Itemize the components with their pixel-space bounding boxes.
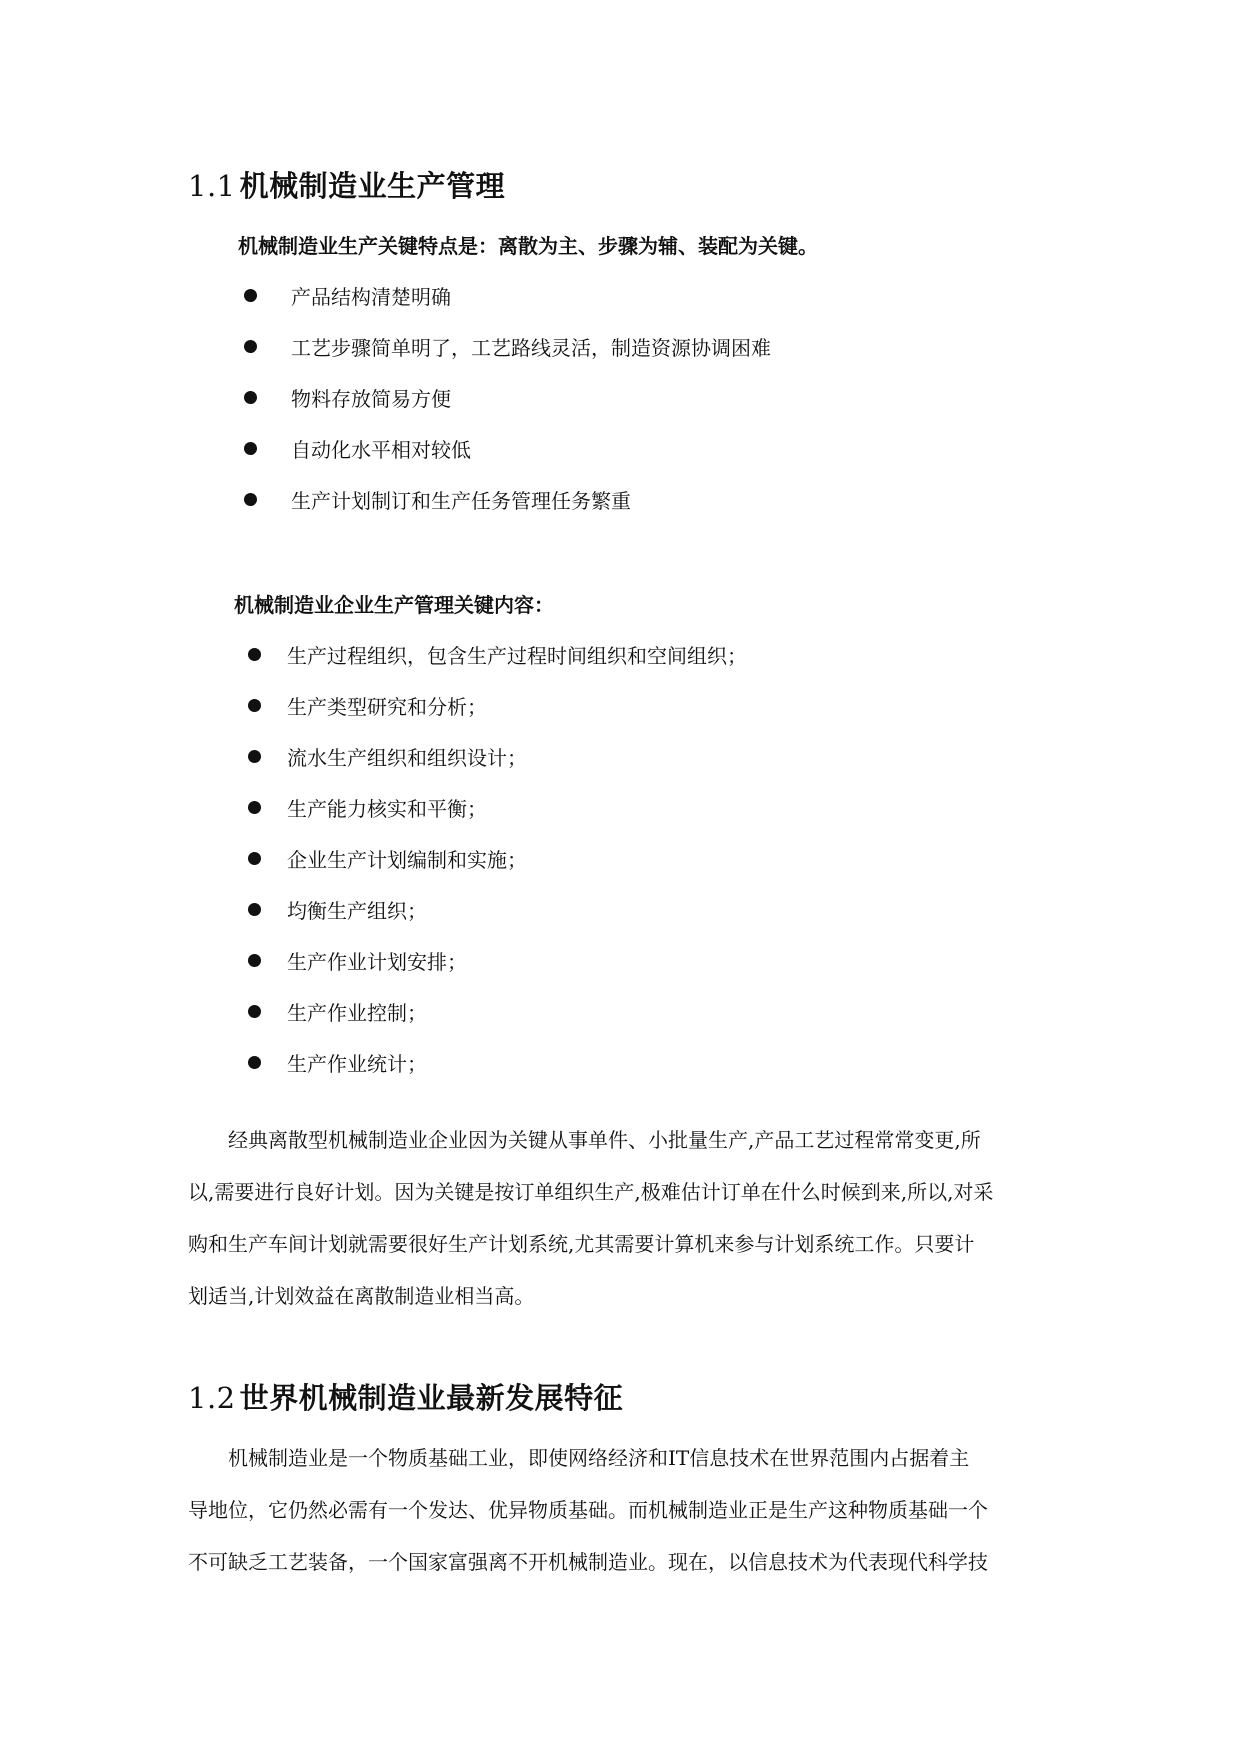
bullet-icon — [248, 648, 261, 661]
bullet-icon — [248, 1005, 261, 1018]
list-item: 均衡生产组织； — [248, 895, 427, 924]
paragraph-line: 购和生产车间计划就需要很好生产计划系统,尤其需要计算机来参与计划系统工作。只要计 — [188, 1232, 975, 1256]
paragraph-line: 机械制造业是一个物质基础工业，即使网络经济和IT信息技术在世界范围内占据着主 — [188, 1446, 970, 1470]
section-heading-1-2 — [188, 1376, 623, 1417]
section-number: 1.1 — [188, 169, 236, 203]
list-item: 生产作业计划安排； — [248, 946, 467, 975]
management-content-intro: 机械制造业企业生产管理关键内容： — [234, 593, 554, 617]
bullet-icon — [244, 289, 257, 302]
bullet-icon — [248, 954, 261, 967]
list-item: 生产计划制订和生产任务管理任务繁重 — [244, 485, 631, 514]
paragraph-line: 导地位，它仍然必需有一个发达、优异物质基础。而机械制造业正是生产这种物质基础一个 — [188, 1498, 988, 1522]
list-item: 企业生产计划编制和实施； — [248, 844, 527, 873]
section-title: 机械制造业生产管理 — [239, 169, 506, 203]
key-features-intro: 机械制造业生产关键特点是：离散为主、步骤为辅、装配为关键。 — [238, 234, 818, 258]
list-item: 生产作业控制； — [248, 997, 427, 1026]
bullet-icon — [244, 442, 257, 455]
bullet-icon — [244, 340, 257, 353]
paragraph-line: 划适当,计划效益在离散制造业相当高。 — [188, 1284, 535, 1308]
list-item: 物料存放简易方便 — [244, 383, 451, 412]
list-item: 工艺步骤简单明了，工艺路线灵活，制造资源协调困难 — [244, 332, 771, 361]
body-paragraph — [188, 1432, 1058, 1588]
body-paragraph — [188, 1114, 1058, 1322]
paragraph-line: 不可缺乏工艺装备，一个国家富强离不开机械制造业。现在，以信息技术为代表现代科学技 — [188, 1550, 988, 1574]
list-item: 生产能力核实和平衡； — [248, 793, 487, 822]
bullet-icon — [248, 801, 261, 814]
list-item: 自动化水平相对较低 — [244, 434, 471, 463]
bullet-icon — [248, 903, 261, 916]
list-item: 生产作业统计； — [248, 1048, 427, 1077]
bullet-icon — [244, 493, 257, 506]
section-number: 1.2 — [188, 1381, 236, 1415]
section-heading-1-1 — [188, 164, 505, 205]
paragraph-line: 以,需要进行良好计划。因为关键是按订单组织生产,极难估计订单在什么时候到来,所以,对采 — [188, 1180, 994, 1204]
list-item: 产品结构清楚明确 — [244, 281, 451, 310]
bullet-icon — [248, 750, 261, 763]
list-item: 生产过程组织，包含生产过程时间组织和空间组织； — [248, 640, 747, 669]
bullet-icon — [248, 852, 261, 865]
list-item: 生产类型研究和分析； — [248, 691, 487, 720]
bullet-icon — [248, 1056, 261, 1069]
bullet-icon — [248, 699, 261, 712]
section-title: 世界机械制造业最新发展特征 — [239, 1381, 624, 1415]
bullet-icon — [244, 391, 257, 404]
paragraph-line: 经典离散型机械制造业企业因为关键从事单件、小批量生产,产品工艺过程常常变更,所 — [188, 1128, 981, 1152]
list-item: 流水生产组织和组织设计； — [248, 742, 527, 771]
